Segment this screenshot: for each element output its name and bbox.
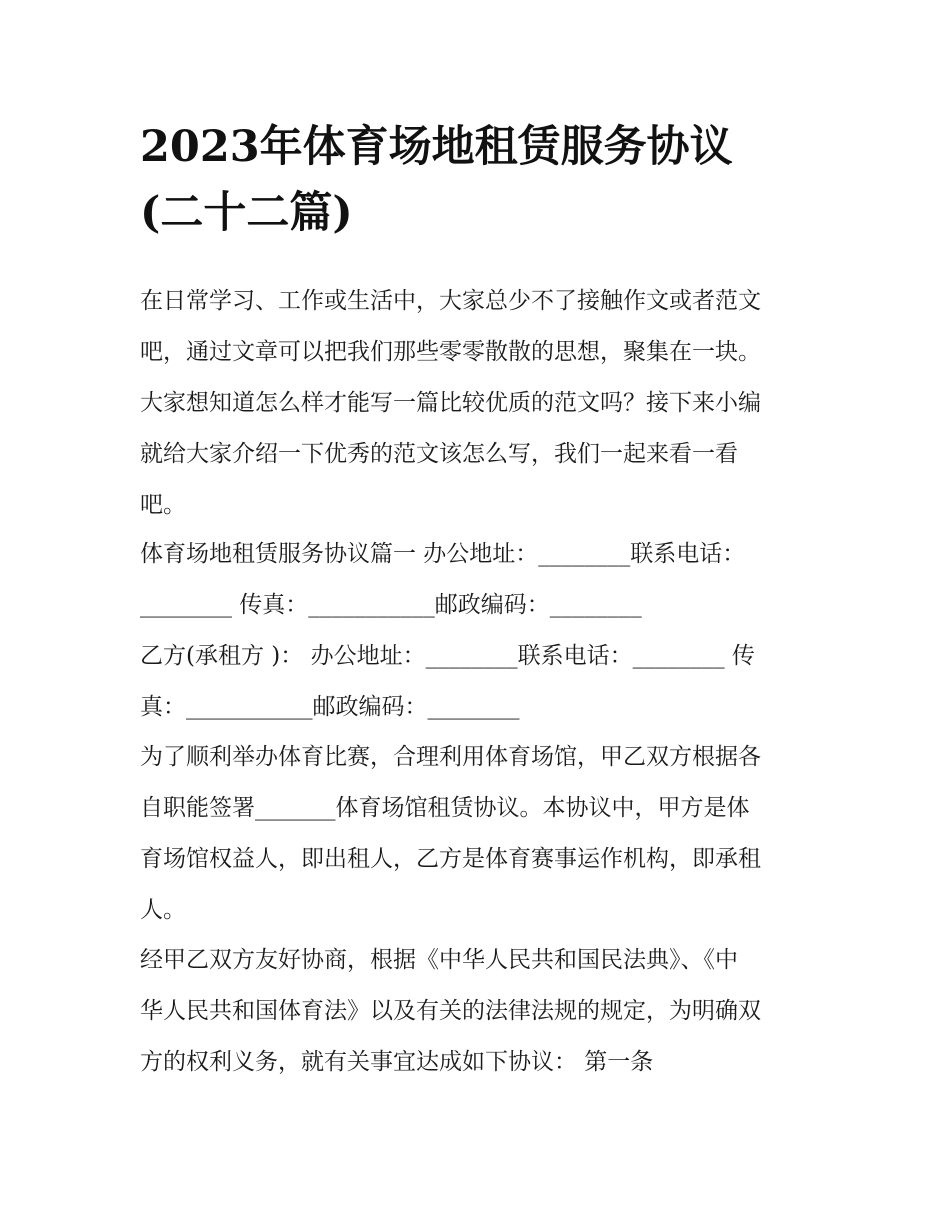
document-title [140, 114, 830, 246]
party-a-line: ________ 传真：___________邮政编码：________ [140, 592, 642, 618]
basis-line: 经甲乙双方友好协商，根据《中华人民共和国民法典》、《中 [140, 947, 738, 973]
party-b-line: 乙方(承租方 )： 办公地址：________联系电话：________ 传 [140, 643, 755, 669]
purpose-line: 人。 [140, 897, 186, 923]
purpose-paragraph [140, 732, 820, 936]
party-a-line: 体育场地租赁服务协议篇一 办公地址：________联系电话： [140, 541, 746, 567]
intro-line: 吧。 [140, 492, 186, 518]
basis-line: 华人民共和国体育法》以及有关的法律法规的规定，为明确双 [140, 998, 761, 1024]
purpose-line: 为了顺利举办体育比赛，合理利用体育场馆，甲乙双方根据各 [140, 744, 761, 770]
intro-line: 大家想知道怎么样才能写一篇比较优质的范文吗？接下来小编 [140, 390, 761, 416]
party-a-paragraph [140, 529, 820, 631]
basis-line: 方的权利义务，就有关事宜达成如下协议： 第一条 [140, 1049, 654, 1075]
intro-paragraph [140, 276, 820, 531]
intro-line: 就给大家介绍一下优秀的范文该怎么写，我们一起来看一看 [140, 441, 738, 467]
basis-paragraph [140, 935, 820, 1088]
intro-line: 在日常学习、工作或生活中，大家总少不了接触作文或者范文 [140, 288, 761, 314]
title-line: 2023年体育场地租赁服务协议 [140, 122, 733, 172]
purpose-line: 育场馆权益人，即出租人，乙方是体育赛事运作机构，即承租 [140, 846, 761, 872]
purpose-line: 自职能签署_______体育场馆租赁协议。本协议中，甲方是体 [140, 795, 750, 821]
party-b-line: 真：___________邮政编码：________ [140, 694, 520, 720]
party-b-paragraph [140, 631, 820, 733]
intro-line: 吧，通过文章可以把我们那些零零散散的思想，聚集在一块。 [140, 339, 761, 365]
title-line: (二十二篇) [140, 188, 353, 238]
